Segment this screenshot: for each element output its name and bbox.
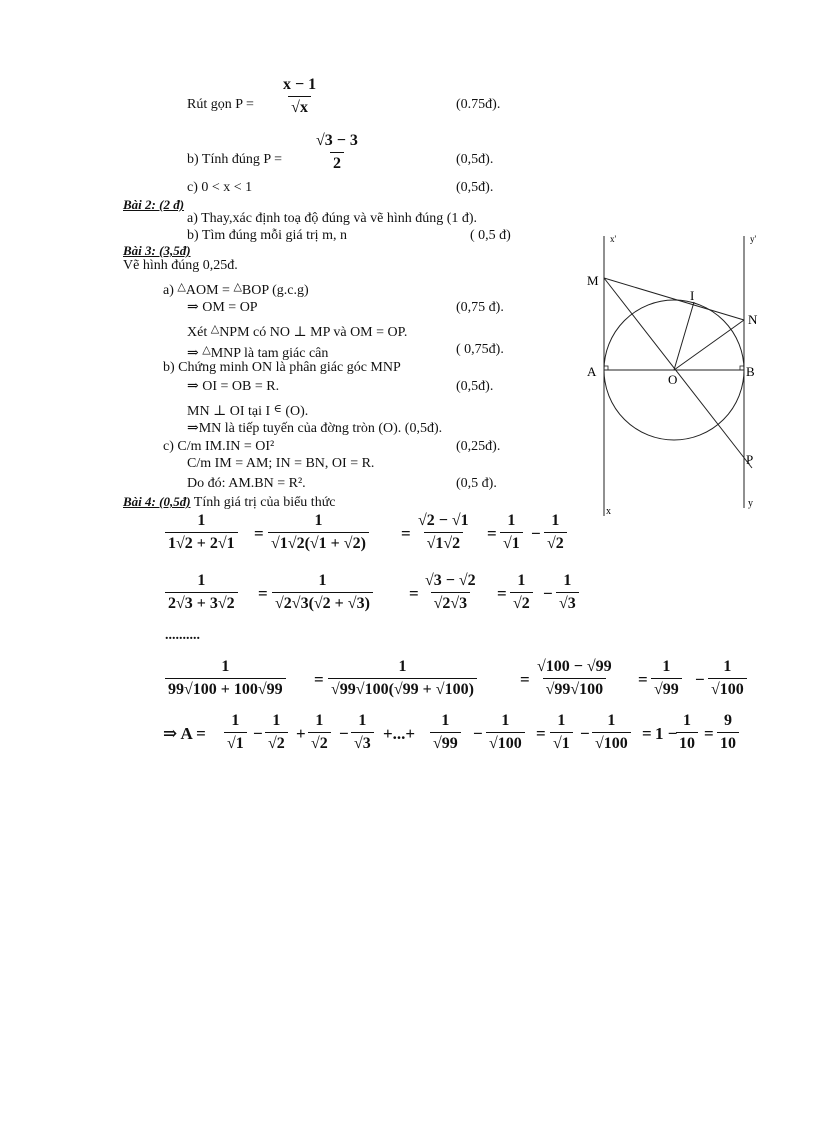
minus-sign: − [531, 524, 541, 543]
fraction-denominator: √99√100(√99 + √100) [328, 678, 477, 699]
minus-sign: − [695, 670, 705, 689]
bai4-title-line [123, 494, 336, 511]
text: OI tại I [226, 404, 274, 419]
r3-fraction-3 [534, 658, 615, 699]
fraction-numerator: 1 [723, 658, 732, 675]
fraction-denominator: √99√100 [543, 678, 607, 699]
label-m: M [587, 273, 599, 288]
label-x-prime: x' [610, 234, 617, 244]
triangle-icon: △ [202, 344, 211, 356]
fraction-numerator: 1 [683, 712, 691, 729]
fraction-numerator: 1 [197, 572, 206, 589]
minus-sign: − [580, 724, 590, 743]
minus-sign: − [473, 724, 483, 743]
minus-sign: − [543, 584, 553, 603]
fraction-denominator: √1 [550, 732, 573, 753]
triangle-icon: △ [233, 281, 242, 293]
perpendicular-icon: ⊥ [213, 404, 227, 419]
segment-oi [674, 302, 694, 370]
fraction-denominator: 2√3 + 3√2 [165, 592, 238, 613]
fraction-numerator: 1 [607, 712, 616, 729]
r4-fraction-7 [550, 712, 573, 753]
text: BOP (g.c.g) [241, 283, 309, 298]
r2-fraction-3 [422, 572, 479, 613]
score: (0,5đ). [456, 152, 494, 167]
fraction-numerator: √3 − √2 [425, 572, 476, 589]
fraction-numerator: 1 [501, 712, 510, 729]
fraction-numerator: 1 [517, 572, 526, 589]
fraction-denominator: √1√2 [424, 532, 464, 553]
r3-fraction-2 [328, 658, 477, 699]
bai3-b4 [187, 421, 442, 437]
fraction-denominator: √99 [430, 732, 461, 753]
score: (0,25đ). [456, 439, 501, 454]
r4-fraction-2 [265, 712, 288, 753]
fraction-numerator: 1 [318, 572, 327, 589]
bai2-line-b: b) Tìm đúng mỗi giá trị m, n [187, 228, 347, 243]
r3-fraction-4 [651, 658, 682, 699]
fraction-numerator: 1 [441, 712, 450, 729]
fraction-denominator: √2 [510, 592, 533, 613]
text: OI = OB = R. [202, 379, 280, 394]
minus-sign: − [339, 724, 349, 743]
score: (0,5đ). [456, 379, 494, 394]
bai3-a4 [187, 342, 328, 362]
r1-fraction-5 [544, 512, 567, 553]
ellipsis-dots: .......... [165, 628, 200, 643]
score: (0,5 đ). [456, 476, 497, 491]
r1-fraction-1 [165, 512, 238, 553]
label-p: P [746, 452, 754, 467]
equals-sign: = [401, 524, 411, 543]
p-simplify-label: Rút gọn P = [187, 97, 254, 112]
equals-sign: = [704, 724, 714, 743]
label-x: x [606, 506, 611, 517]
r1-fraction-2 [268, 512, 369, 553]
text: MN là tiếp tuyến của đờng tròn (O). (0,5đ). [198, 421, 443, 436]
label-a: A [587, 364, 597, 379]
fraction-numerator: 1 [662, 658, 671, 675]
bai3-a3 [187, 321, 407, 341]
fraction-numerator: 1 [507, 512, 516, 529]
plus-sign: + [296, 724, 306, 743]
fraction-numerator: 1 [315, 712, 324, 729]
label-i: I [690, 288, 695, 303]
r2-fraction-1 [165, 572, 238, 613]
bai2-header: Bài 2: (2 đ) [123, 197, 185, 212]
r4-fraction-3 [308, 712, 331, 753]
bai3-b3 [187, 401, 308, 420]
bai4-title: Tính giá trị của biểu thức [193, 495, 336, 510]
equals-sign: = [536, 724, 546, 743]
text: AOM = [185, 283, 234, 298]
text: NPM có NO [219, 325, 294, 340]
r2-fraction-5 [556, 572, 579, 613]
triangle-icon: △ [177, 281, 186, 293]
fraction-numerator: 1 [197, 512, 206, 529]
r2-fraction-4 [510, 572, 533, 613]
fraction-denominator: 10 [676, 732, 698, 753]
fraction-denominator: 10 [717, 732, 739, 753]
r3-fraction-5 [708, 658, 747, 699]
r4-fraction-6 [486, 712, 525, 753]
equals-sign: = [642, 724, 652, 743]
fraction-numerator: 1 [557, 712, 566, 729]
text: MNP là tam giác cân [210, 346, 329, 361]
fraction-denominator: √2 [265, 732, 288, 753]
label-o: O [668, 372, 678, 387]
r4-fraction-1 [224, 712, 247, 753]
text: (O). [281, 404, 309, 419]
fraction-numerator: 1 [314, 512, 323, 529]
equals-sign: = [487, 524, 497, 543]
equals-sign: = [638, 670, 648, 689]
implies-icon: ⇒ [187, 300, 199, 315]
bai3-c2: C/m IM = AM; IN = BN, OI = R. [187, 456, 375, 471]
fraction-numerator: 1 [358, 712, 367, 729]
bai3-header: Bài 3: (3,5đ) [123, 243, 191, 258]
r4-fraction-5 [430, 712, 461, 753]
p-value-fraction [313, 132, 361, 173]
r4-fraction-10 [717, 712, 739, 753]
r2-fraction-2 [272, 572, 373, 613]
bai4-header: Bài 4: (0,5đ) [123, 494, 191, 509]
implies-icon: ⇒ [187, 379, 199, 394]
perpendicular-icon: ⊥ [293, 325, 307, 340]
fraction-denominator: √2 [308, 732, 331, 753]
fraction-denominator: 1√2 + 2√1 [165, 532, 238, 553]
bai3-c1: c) C/m IM.IN = OI² [163, 439, 275, 454]
bai3-draw: Vẽ hình đúng 0,25đ. [123, 258, 238, 273]
fraction-numerator: 1 [398, 658, 407, 675]
fraction-denominator: √2√3 [431, 592, 471, 613]
text: MN [187, 404, 214, 419]
geometry-figure [580, 228, 780, 523]
score: ( 0,5 đ) [470, 228, 511, 243]
label-y-prime: y' [750, 234, 757, 244]
minus-sign: − [253, 724, 263, 743]
r4-fraction-8 [592, 712, 631, 753]
equals-sign: = [520, 670, 530, 689]
text: OM = OP [202, 300, 258, 315]
score: ( 0,75đ). [456, 342, 504, 357]
fraction-denominator: √2 [544, 532, 567, 553]
fraction-denominator: √2√3(√2 + √3) [272, 592, 373, 613]
fraction-numerator: 1 [551, 512, 560, 529]
score: (0,5đ). [456, 180, 494, 195]
equals-sign: = [254, 524, 264, 543]
fraction-denominator: √1 [224, 732, 247, 753]
right-angle-a [604, 366, 608, 370]
fraction-denominator: √99 [651, 678, 682, 699]
p-simplify-fraction [280, 76, 319, 117]
part-label: a) [163, 283, 174, 298]
fraction-numerator: √3 − 3 [316, 132, 358, 149]
fraction-numerator: 1 [221, 658, 230, 675]
equals-sign: = [258, 584, 268, 603]
text: MP và OM = OP. [306, 325, 408, 340]
label-y: y [748, 498, 753, 509]
fraction-denominator: √100 [592, 732, 631, 753]
equals-sign: = [497, 584, 507, 603]
fraction-denominator: √100 [486, 732, 525, 753]
bai3-a2 [187, 300, 258, 316]
bai3-a1 [163, 279, 309, 299]
r1-fraction-3 [415, 512, 472, 553]
fraction-denominator: 99√100 + 100√99 [165, 678, 286, 699]
p-value-label: b) Tính đúng P = [187, 152, 283, 167]
segment-on [674, 320, 744, 370]
fraction-numerator: √100 − √99 [537, 658, 612, 675]
equals-sign: = [314, 670, 324, 689]
fraction-denominator: √3 [556, 592, 579, 613]
bai3-c3: Do đó: AM.BN = R². [187, 476, 306, 491]
fraction-numerator: 9 [724, 712, 732, 729]
fraction-denominator: 2 [330, 152, 344, 173]
fraction-denominator: √3 [351, 732, 374, 753]
bai2-line-a: a) Thay,xác định toạ độ đúng và vẽ hình đúng (1 đ). [187, 211, 478, 226]
fraction-numerator: 1 [272, 712, 281, 729]
bai3-b2 [187, 379, 279, 395]
r4-fraction-4 [351, 712, 374, 753]
r3-fraction-1 [165, 658, 286, 699]
fraction-numerator: 1 [231, 712, 240, 729]
result-lead: ⇒ A = [163, 724, 206, 743]
fraction-denominator: √100 [708, 678, 747, 699]
implies-icon: ⇒ [187, 346, 199, 361]
ellipsis-sum: +...+ [383, 724, 416, 743]
fraction-denominator: √1 [500, 532, 523, 553]
triangle-icon: △ [210, 323, 220, 335]
score: (0.75đ). [456, 97, 501, 112]
fraction-numerator: 1 [563, 572, 572, 589]
implies-icon: ⇒ [187, 421, 199, 436]
equals-sign: = [409, 584, 419, 603]
label-b: B [746, 364, 755, 379]
element-of-icon: ∈ [273, 403, 282, 415]
fraction-numerator: √2 − √1 [418, 512, 469, 529]
fraction-denominator: √x [288, 96, 311, 117]
bai3-b1: b) Chứng minh ON là phân giác góc MNP [163, 360, 401, 375]
fraction-numerator: x − 1 [283, 76, 317, 93]
fraction-denominator: √1√2(√1 + √2) [268, 532, 369, 553]
right-angle-b [740, 366, 744, 370]
result-one-minus: 1 − [655, 724, 678, 743]
r1-fraction-4 [500, 512, 523, 553]
tangent-mn [604, 278, 744, 320]
r4-fraction-9 [676, 712, 698, 753]
text: Xét [187, 325, 211, 340]
label-n: N [748, 312, 758, 327]
score: (0,75 đ). [456, 300, 504, 315]
x-range: c) 0 < x < 1 [187, 180, 253, 195]
